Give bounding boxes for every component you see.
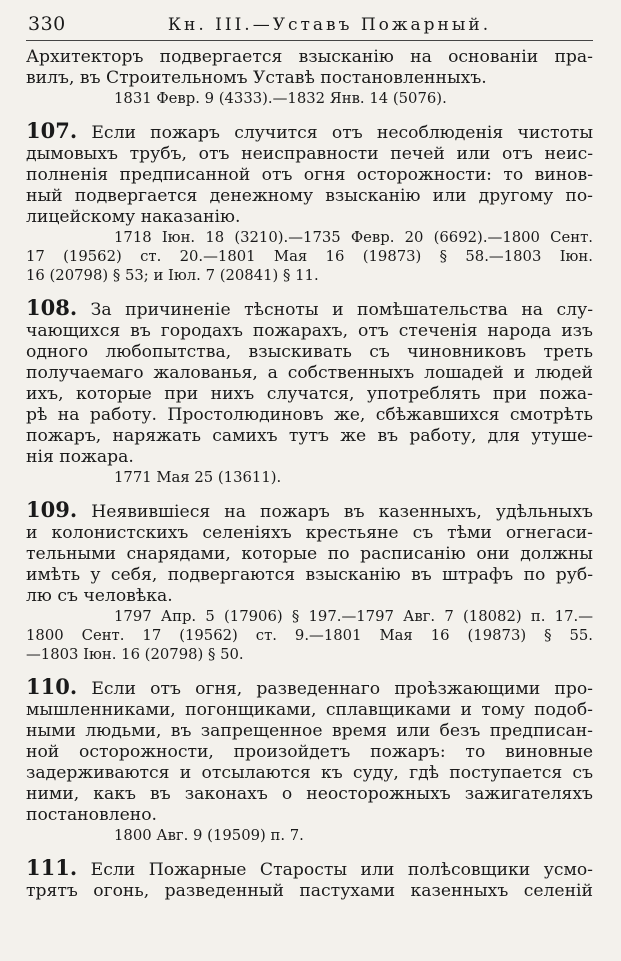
text-line: пожаръ, наряжать самихъ тутъ же въ работу, для утуше- bbox=[26, 426, 593, 446]
citation-line: 1797 Апр. 5 (17906) § 197.—1797 Авг. 7 (18082) п. 17.— bbox=[114, 608, 593, 625]
spacer bbox=[26, 108, 593, 120]
text-line bbox=[26, 297, 593, 321]
text-line: рѣ на работу. Простолюдиновъ же, сбѣжавшихся смотрѣть bbox=[26, 405, 593, 425]
citation-line: 1800 Сент. 17 (19562) ст. 9.—1801 Мая 16 (19873) § 55. bbox=[26, 627, 593, 644]
text-line: задерживаются и отсылаются къ суду, гдѣ поступается съ bbox=[26, 763, 593, 783]
article-number: 111. bbox=[26, 855, 78, 880]
spacer bbox=[26, 664, 593, 676]
text-line: ной осторожности, произойдетъ пожаръ: то виновные bbox=[26, 742, 593, 762]
text-line: имѣть у себя, подвергаются взысканію въ штрафъ по руб- bbox=[26, 565, 593, 585]
text-line: Архитекторъ подвергается взысканію на основаніи пра- bbox=[26, 47, 593, 67]
text-line: и колонистскихъ селеніяхъ крестьяне съ тѣми огнегаси- bbox=[26, 523, 593, 543]
citation-line: 1771 Мая 25 (13611). bbox=[114, 469, 282, 486]
article-number: 108. bbox=[26, 295, 78, 320]
article-110 bbox=[26, 676, 593, 845]
text-line: вилъ, въ Строительномъ Уставѣ постановленныхъ. bbox=[26, 68, 487, 88]
text-line bbox=[26, 499, 593, 523]
spacer bbox=[26, 487, 593, 499]
article-111 bbox=[26, 857, 593, 902]
article-text-start: За причиненіе тѣсноты и помѣшательства на слу- bbox=[90, 300, 594, 320]
article-107 bbox=[26, 120, 593, 285]
text-line: тельными снарядами, которые по расписанію они должны bbox=[26, 544, 593, 564]
spacer bbox=[26, 285, 593, 297]
text-line: ный подвергается денежному взысканію или другому по- bbox=[26, 186, 593, 206]
text-line: ными людьми, въ запрещенное время или безъ предписан- bbox=[26, 721, 593, 741]
page-number: 330 bbox=[28, 13, 66, 35]
citation-line: 1718 Іюн. 18 (3210).—1735 Февр. 20 (6692).—1800 Сент. bbox=[114, 229, 593, 246]
article-text-start: Если пожаръ случится отъ несоблюденія чистоты bbox=[91, 123, 593, 143]
page-header bbox=[26, 10, 593, 41]
spacer bbox=[26, 845, 593, 857]
citation-line: —1803 Іюн. 16 (20798) § 50. bbox=[26, 646, 244, 663]
article-text-start: Если Пожарные Старосты или полѣсовщики усмо- bbox=[90, 860, 593, 880]
article-number: 110. bbox=[26, 674, 78, 699]
text-line: полненія предписанной отъ огня осторожности: то винов- bbox=[26, 165, 593, 185]
page-body bbox=[26, 47, 593, 902]
text-line: ихъ, которые при нихъ случатся, употреблять при пожа- bbox=[26, 384, 593, 404]
article-number: 109. bbox=[26, 497, 78, 522]
text-line: одного любопытства, взыскивать съ чиновниковъ треть bbox=[26, 342, 593, 362]
article-text-start: Если отъ огня, разведеннаго проѣзжающими про- bbox=[91, 679, 593, 699]
text-line: трятъ огонь, разведенный пастухами казенныхъ селеній bbox=[26, 881, 593, 901]
article-108 bbox=[26, 297, 593, 487]
text-line: мышленниками, погонщиками, сплавщиками и тому подоб- bbox=[26, 700, 593, 720]
article-number: 107. bbox=[26, 118, 78, 143]
text-line: лицейскому наказанію. bbox=[26, 207, 241, 227]
text-line: дымовыхъ трубъ, отъ неисправности печей или отъ неис- bbox=[26, 144, 593, 164]
text-line: нія пожара. bbox=[26, 447, 134, 467]
text-line: чающихся въ городахъ пожарахъ, отъ стеченія народа изъ bbox=[26, 321, 593, 341]
text-line: постановлено. bbox=[26, 805, 158, 825]
intro-paragraph bbox=[26, 47, 593, 108]
article-109 bbox=[26, 499, 593, 664]
citation-line: 1800 Авг. 9 (19509) п. 7. bbox=[114, 827, 304, 844]
text-line: получаемаго жалованья, а собственныхъ лошадей и людей bbox=[26, 363, 593, 383]
citation-line: 17 (19562) ст. 20.—1801 Мая 16 (19873) § 58.—1803 Іюн. bbox=[26, 248, 593, 265]
text-line: ними, какъ въ законахъ о неосторожныхъ зажигателяхъ bbox=[26, 784, 593, 804]
text-line: лю съ человѣка. bbox=[26, 586, 173, 606]
article-text-start: Неявившіеся на пожаръ въ казенныхъ, удѣльныхъ bbox=[91, 502, 593, 522]
running-title: Кн. III.—Уставъ Пожарный. bbox=[167, 15, 492, 35]
citation-line: 16 (20798) § 53; и Іюл. 7 (20841) § 11. bbox=[26, 267, 319, 284]
citation-line: 1831 Февр. 9 (4333).—1832 Янв. 14 (5076). bbox=[114, 90, 447, 107]
text-line bbox=[26, 676, 593, 700]
text-line bbox=[26, 857, 593, 881]
text-line bbox=[26, 120, 593, 144]
